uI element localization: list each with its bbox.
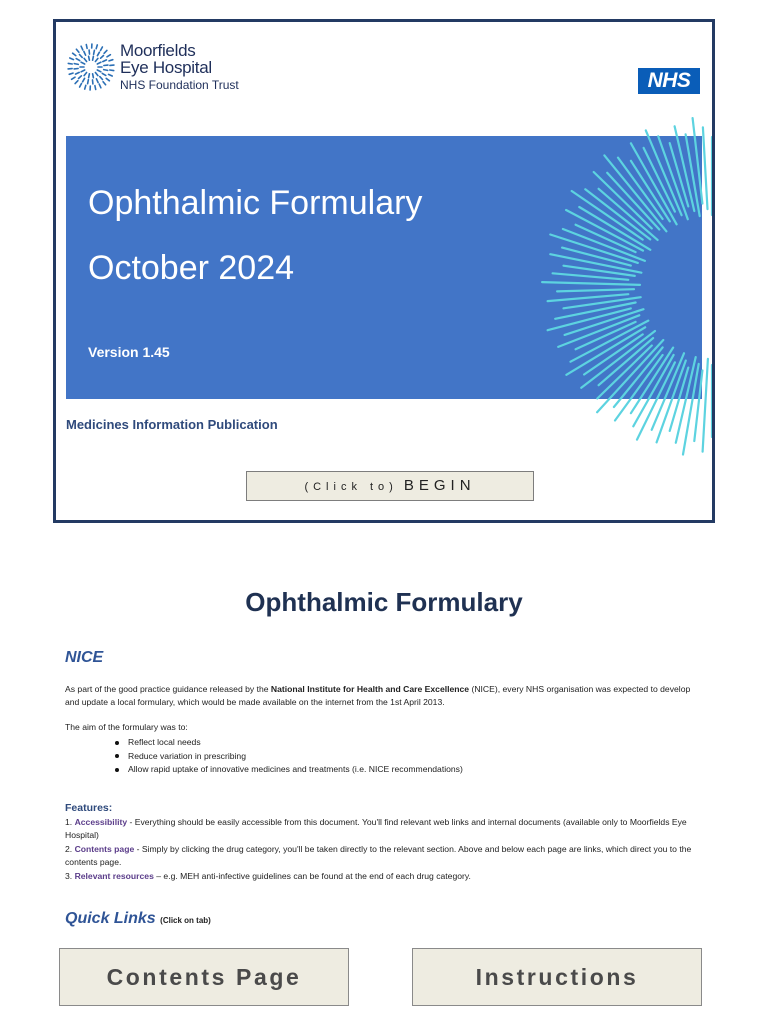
ray-stroke: [76, 72, 80, 74]
features-list: [65, 816, 705, 883]
ray-stroke: [80, 84, 82, 88]
list-item: Reduce variation in prescribing: [115, 750, 463, 764]
publication-label: Medicines Information Publication: [66, 417, 278, 432]
ray-stroke: [93, 56, 94, 60]
ray-stroke: [106, 78, 109, 80]
ray-stroke: [89, 74, 90, 78]
contents-page-button[interactable]: Contents Page: [59, 948, 349, 1006]
features-heading: Features:: [65, 802, 113, 814]
ray-stroke: [104, 70, 108, 71]
ray-stroke: [81, 62, 85, 64]
ray-stroke: [76, 49, 79, 52]
ray-stroke: [89, 56, 90, 60]
logo-text: [120, 42, 239, 91]
ray-stroke: [107, 55, 110, 57]
ray-stroke: [94, 50, 95, 54]
logo-line-3: NHS Foundation Trust: [120, 78, 239, 92]
nhs-logo: NHS: [638, 68, 700, 94]
ray-stroke: [110, 70, 114, 71]
quick-links-note: (Click on tab): [160, 916, 211, 925]
ray-stroke: [100, 77, 103, 80]
ray-stroke: [76, 59, 80, 61]
intro-paragraph: [65, 683, 705, 709]
ray-stroke: [97, 62, 101, 64]
ray-stroke: [96, 79, 98, 83]
ray-stroke: [95, 86, 96, 90]
ray-stroke: [81, 46, 83, 50]
ray-stroke: [80, 55, 83, 58]
sunburst-decoration-icon: [534, 117, 712, 457]
ray-stroke: [85, 85, 86, 89]
version-label: Version 1.45: [88, 344, 170, 360]
ray-stroke: [84, 58, 87, 61]
ray-stroke: [86, 45, 87, 49]
ray-stroke: [73, 53, 76, 55]
ray-stroke: [69, 73, 73, 74]
ray-stroke: [109, 60, 113, 61]
ray-stroke: [97, 52, 99, 56]
ray-stroke: [703, 359, 708, 452]
ray-stroke: [102, 73, 106, 75]
moorfields-mark-icon: [66, 42, 116, 92]
ray-stroke: [103, 82, 106, 85]
feature-accessibility-link[interactable]: Accessibility: [74, 817, 128, 827]
feature-contents-page-link[interactable]: Contents page: [74, 843, 135, 854]
ray-stroke: [109, 74, 113, 76]
aims-list: [115, 736, 463, 777]
ray-stroke: [84, 52, 86, 56]
feature-number: 1.: [65, 817, 75, 827]
feature-text: – e.g. MEH anti-infective guidelines can be found at the end of each drug category.: [153, 870, 471, 881]
ray-stroke: [693, 118, 703, 203]
ray-stroke: [644, 148, 675, 212]
ray-stroke: [74, 64, 78, 65]
ray-stroke: [68, 63, 72, 64]
intro-organisation: National Institute for Health and Care Excellence: [270, 684, 470, 694]
feature-relevant-resources-link[interactable]: Relevant resources: [74, 870, 154, 881]
ray-stroke: [99, 84, 101, 88]
nice-heading: NICE: [65, 649, 104, 666]
ray-stroke: [657, 361, 686, 443]
ray-stroke: [557, 289, 634, 291]
ray-stroke: [75, 81, 78, 84]
ray-stroke: [93, 74, 94, 78]
cover-title: Ophthalmic Formulary: [88, 184, 423, 222]
ray-stroke: [72, 77, 75, 79]
ray-stroke: [88, 80, 89, 84]
intro-text-end: (NICE), every NHS organisation was expected to develop and update a local formulary, which would be made available on the internet from the 1st April 2013.: [65, 684, 691, 707]
ray-stroke: [103, 60, 107, 62]
ray-stroke: [79, 76, 82, 79]
quick-links-title: Quick Links: [65, 910, 156, 927]
quick-links-heading: [65, 910, 211, 928]
ray-stroke: [542, 282, 640, 285]
feature-text: - Everything should be easily accessible from this document. You'll find relevant web links and internal documents (available only to Moorfields Eye Hospital): [65, 817, 687, 841]
list-item: Reflect local needs: [115, 736, 463, 750]
ray-stroke: [101, 56, 104, 59]
ray-stroke: [81, 70, 85, 72]
cover-date: October 2024: [88, 249, 295, 287]
ray-stroke: [101, 47, 103, 51]
document-title: Ophthalmic Formulary: [245, 587, 523, 617]
begin-button[interactable]: [246, 471, 534, 501]
feature-item: [65, 843, 705, 870]
feature-number: 2.: [65, 843, 75, 854]
ray-stroke: [96, 45, 97, 49]
moorfields-logo: [66, 40, 246, 100]
logo-line-2: Eye Hospital: [120, 58, 212, 77]
cover-page: [53, 19, 715, 523]
ray-stroke: [95, 73, 98, 76]
aim-text: The aim of the formulary was to:: [65, 722, 188, 732]
ray-stroke: [95, 58, 98, 61]
list-item: Allow rapid uptake of innovative medicines and treatments (i.e. NICE recommendations): [115, 763, 463, 777]
begin-prefix: (Click to): [304, 481, 398, 493]
ray-stroke: [84, 73, 87, 76]
ray-stroke: [70, 58, 74, 60]
begin-label: BEGIN: [403, 477, 476, 494]
ray-stroke: [104, 50, 107, 53]
feature-item: [65, 816, 705, 843]
feature-text: - Simply by clicking the drug category, you'll be taken directly to the relevant section. Above and below each page are links, which direct you to the contents page.: [65, 843, 692, 868]
instructions-button[interactable]: Instructions: [412, 948, 702, 1006]
feature-number: 3.: [65, 870, 75, 881]
ray-stroke: [703, 127, 708, 209]
ray-stroke: [97, 70, 101, 72]
logo-line-1: Moorfields: [120, 41, 196, 60]
feature-item: [65, 870, 705, 883]
intro-text-start: As part of the good practice guidance released by the: [65, 684, 271, 694]
ray-stroke: [83, 78, 85, 82]
